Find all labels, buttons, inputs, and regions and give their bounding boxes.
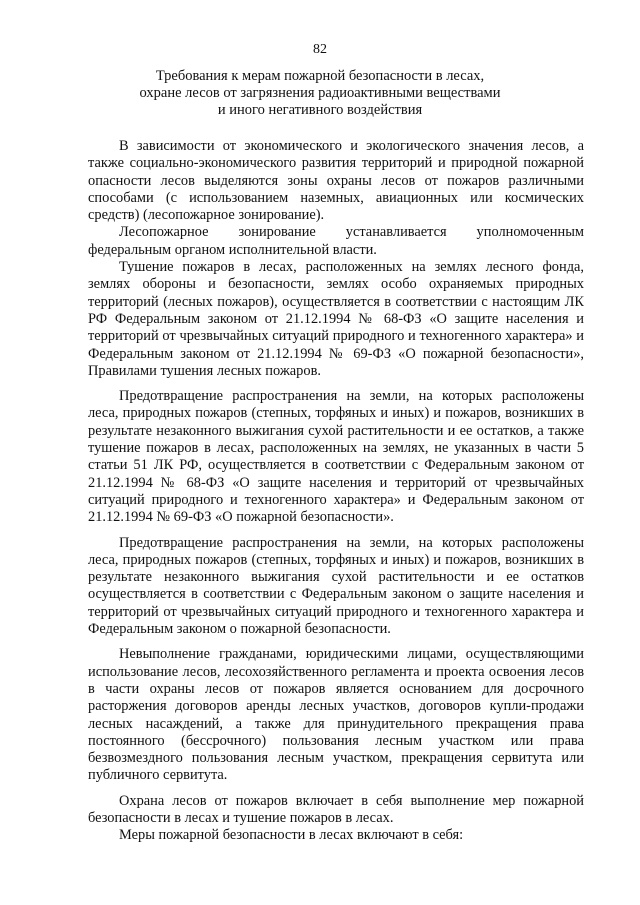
page-number: 82 bbox=[313, 42, 327, 57]
body-text bbox=[88, 138, 584, 845]
paragraph: Предотвращение распространения на земли, на которых расположены леса, природных пожаров (степных, торфяных и иных) и пожаров, возникших в результате незаконного выжигания сухой растительности и ее остатков, а также тушение пожаров в лесах, расположенных на землях, не указанных в части 5 статьи 51 ЛК РФ, осуществляется в соответствии с Федеральным законом от 21.12.1994 № 68-ФЗ «О защите населения и территорий от чрезвычайных ситуаций природного и техногенного характера» и Федеральным законом от 21.12.1994 № 69-ФЗ «О пожарной безопасности». bbox=[88, 388, 584, 526]
title-line: и иного негативного воздействия bbox=[217, 102, 423, 118]
paragraph: В зависимости от экономического и экологического значения лесов, а также социально-экономического развития территорий и природной пожарной опасности лесов выделяются зоны охраны лесов от пожаров различными способами (с использованием наземных, авиационных или космических средств) (лесопожарное зонирование). bbox=[88, 138, 584, 224]
title-line: Требования к мерам пожарной безопасности в лесах, bbox=[155, 68, 485, 84]
paragraph: Лесопожарное зонирование устанавливается уполномоченным федеральным органом исполнительной власти. bbox=[88, 224, 584, 258]
title-line: охране лесов от загрязнения радиоактивными веществами bbox=[139, 85, 501, 101]
section-title bbox=[100, 68, 540, 119]
paragraph: Невыполнение гражданами, юридическими лицами, осуществляющими использование лесов, лесохозяйственного регламента и проекта освоения лесов в части охраны лесов от пожаров является основанием для досрочного расторжения договоров аренды лесных участков, договоров купли-продажи лесных насаждений, а также для принудительного прекращения права постоянного (бессрочного) пользования лесным участком или права безвозмездного пользования лесным участком, прекращения сервитута или публичного сервитута. bbox=[88, 646, 584, 784]
paragraph: Тушение пожаров в лесах, расположенных на землях лесного фонда, землях обороны и безопасности, землях особо охраняемых природных территорий (лесных пожаров), осуществляется в соответствии с настоящим ЛК РФ Федеральным законом от 21.12.1994 № 68-ФЗ «О защите населения и территорий от чрезвычайных ситуаций природного и техногенного характера» и Федеральным законом от 21.12.1994 № 69-ФЗ «О пожарной безопасности», Правилами тушения лесных пожаров. bbox=[88, 259, 584, 379]
paragraph: Охрана лесов от пожаров включает в себя выполнение мер пожарной безопасности в лесах и тушение пожаров в лесах. bbox=[88, 792, 584, 826]
paragraph: Предотвращение распространения на земли, на которых расположены леса, природных пожаров (степных, торфяных и иных) и пожаров, возникших в результате незаконного выжигания сухой растительности и ее остатков осуществляется в соответствии с Федеральным законом о защите населения и территорий от чрезвычайных ситуаций природного и техногенного характера и Федеральным законом о пожарной безопасности. bbox=[88, 534, 584, 638]
paragraph: Меры пожарной безопасности в лесах включают в себя: bbox=[119, 827, 464, 844]
